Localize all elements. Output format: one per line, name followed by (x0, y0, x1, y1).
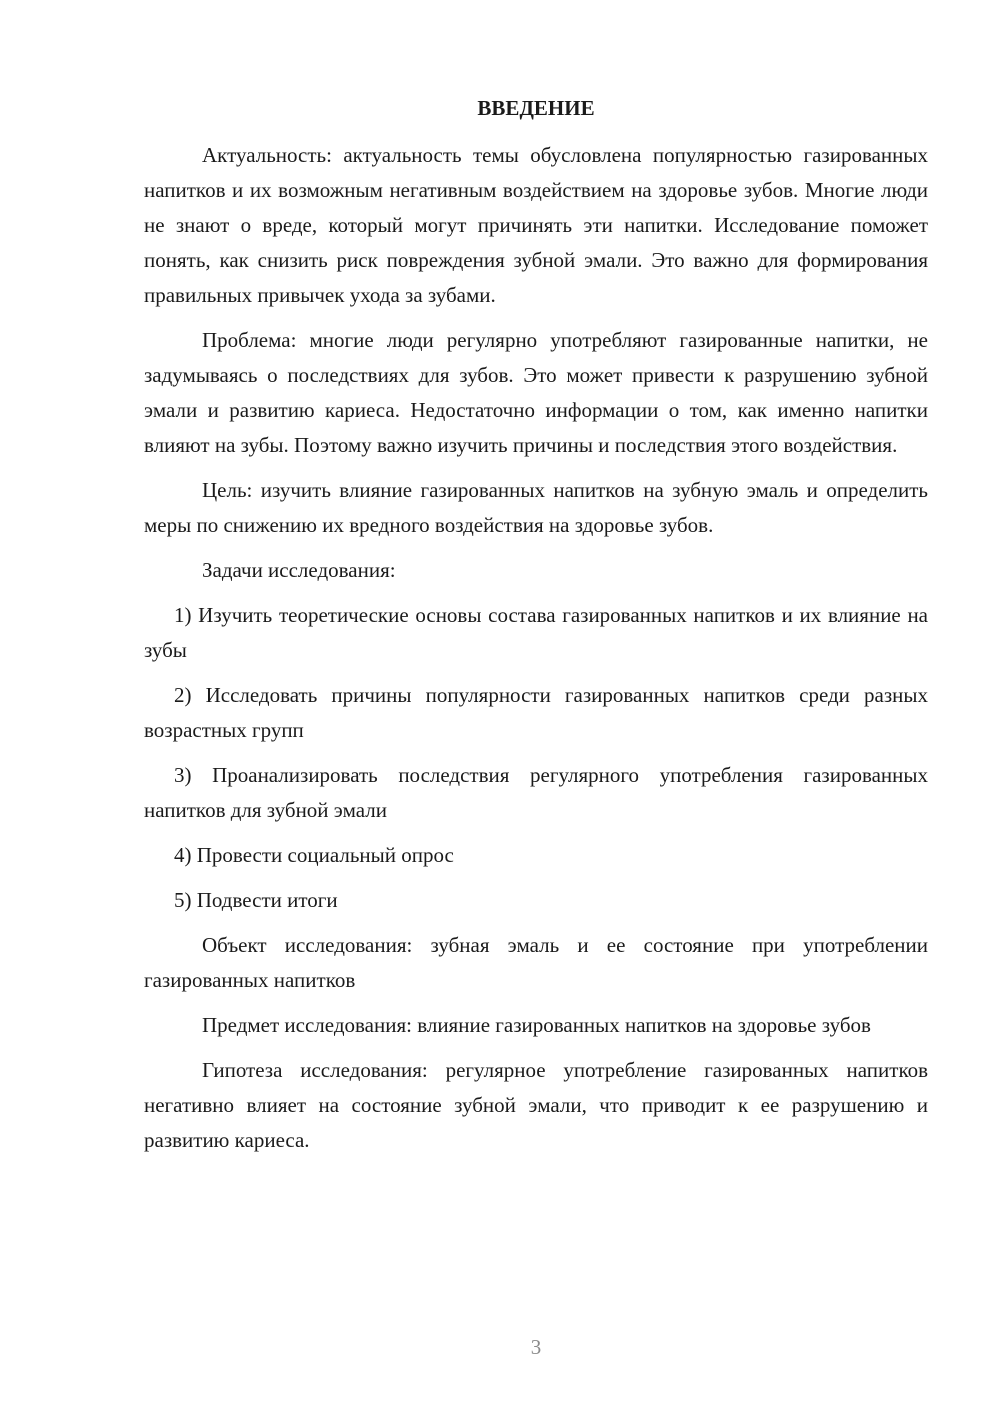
task-item: 2) Исследовать причины популярности газированных напитков среди разных возрастных групп (144, 683, 928, 742)
page-title: ВВЕДЕНИЕ (477, 96, 595, 120)
document-body (144, 91, 928, 1168)
hypothesis-paragraph: Гипотеза исследования: регулярное употребление газированных напитков негативно влияет на состояние зубной эмали, что приводит к ее разрушению и развитию кариеса. (144, 1058, 928, 1152)
page-number: 3 (530, 1335, 542, 1359)
task-item: 1) Изучить теоретические основы состава газированных напитков и их влияние на зубы (144, 603, 928, 662)
goal-paragraph: Цель: изучить влияние газированных напитков на зубную эмаль и определить меры по снижению их вредного воздействия на здоровье зубов. (144, 478, 928, 537)
problem-paragraph: Проблема: многие люди регулярно употребляют газированные напитки, не задумываясь о последствиях для зубов. Это может привести к разрушению зубной эмали и развитию кариеса. Недостаточно информации о том, как именно напитки влияют на зубы. Поэтому важно изучить причины и последствия этого воздействия. (144, 328, 928, 457)
tasks-list (144, 598, 928, 918)
task-item: 3) Проанализировать последствия регулярного употребления газированных напитков для зубной эмали (144, 763, 928, 822)
relevance-paragraph: Актуальность: актуальность темы обусловлена популярностью газированных напитков и их возможным негативным воздействием на здоровье зубов. Многие люди не знают о вреде, который могут причинять эти напитки. Исследование поможет понять, как снизить риск повреждения зубной эмали. Это важно для формирования правильных привычек ухода за зубами. (144, 143, 928, 307)
subject-paragraph: Предмет исследования: влияние газированных напитков на здоровье зубов (202, 1013, 871, 1037)
task-item: 4) Провести социальный опрос (174, 843, 454, 867)
task-item: 5) Подвести итоги (174, 888, 338, 912)
tasks-heading: Задачи исследования: (202, 558, 396, 582)
object-paragraph: Объект исследования: зубная эмаль и ее состояние при употреблении газированных напитков (144, 933, 928, 992)
